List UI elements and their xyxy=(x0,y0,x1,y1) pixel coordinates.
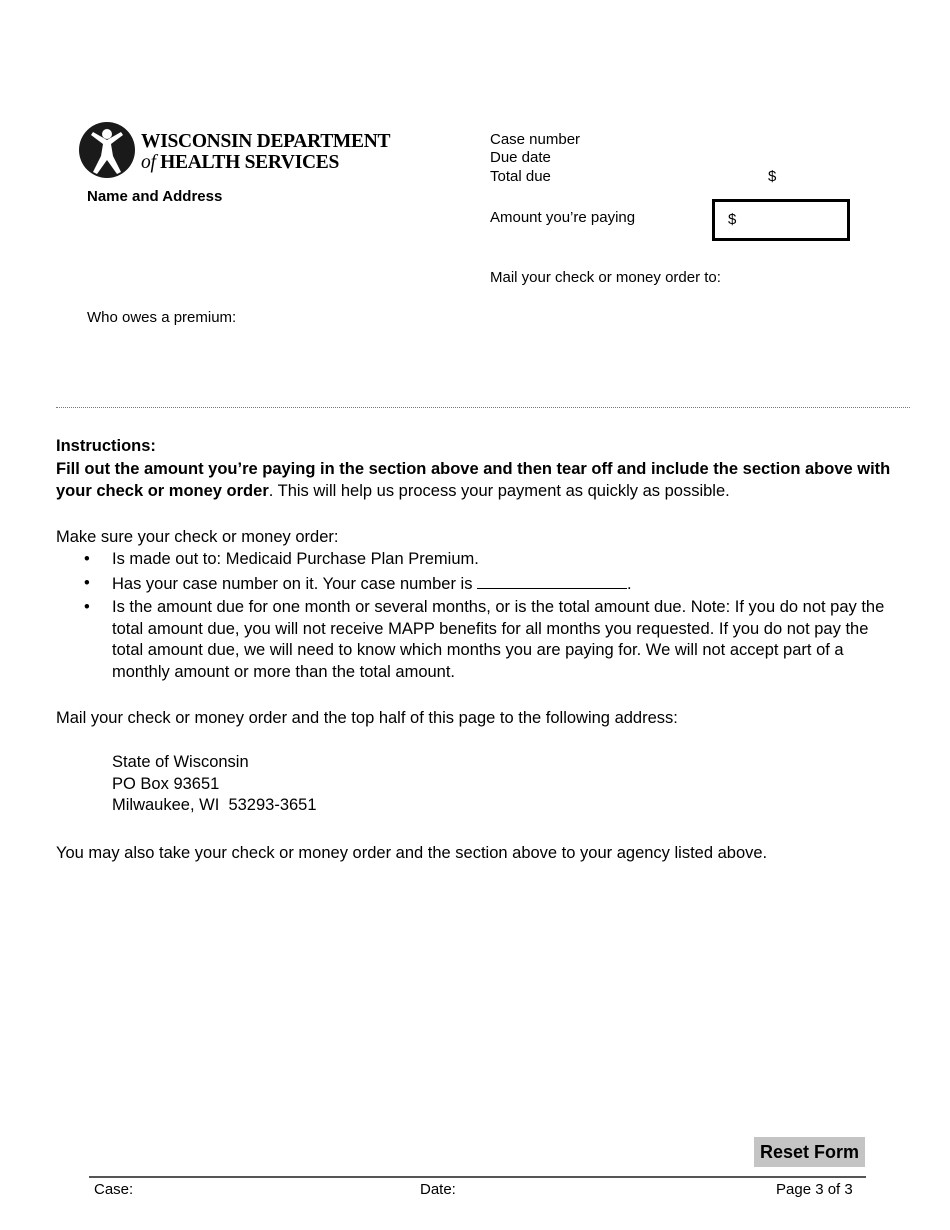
bullet-text-end: . xyxy=(627,574,632,593)
address-line: Milwaukee, WI 53293-3651 xyxy=(112,796,317,814)
amount-paying-field[interactable] xyxy=(712,199,850,241)
amount-paying-label: Amount you’re paying xyxy=(490,209,636,226)
mailing-address xyxy=(112,752,317,817)
name-and-address-label: Name and Address xyxy=(87,188,223,205)
address-line: PO Box 93651 xyxy=(112,774,220,793)
bullet-icon: • xyxy=(84,598,90,616)
requirements-list xyxy=(84,549,896,685)
instructions-paragraph xyxy=(56,458,896,502)
instructions-heading: Instructions: xyxy=(56,437,156,455)
footer-date-label: Date: xyxy=(420,1181,456,1198)
dhs-logo xyxy=(79,122,391,182)
tear-line xyxy=(56,407,910,408)
footer-case-label: Case: xyxy=(94,1181,134,1198)
address-line: State of Wisconsin xyxy=(112,753,249,771)
instructions-rest-text: . This will help us process your payment as quickly as possible. xyxy=(268,482,730,500)
list-item xyxy=(84,597,896,683)
due-date-label: Due date xyxy=(490,149,551,166)
make-sure-text: Make sure your check or money order: xyxy=(56,528,339,546)
list-item xyxy=(84,549,896,571)
dhs-emblem-icon xyxy=(79,122,135,178)
logo-text-line2 xyxy=(141,152,339,174)
logo-text-rest: HEALTH SERVICES xyxy=(160,152,340,173)
agency-note: You may also take your check or money order and the section above to your agency listed above. xyxy=(56,844,768,862)
who-owes-label: Who owes a premium: xyxy=(87,309,237,326)
amount-paying-currency: $ xyxy=(728,211,737,228)
bullet-text: Is the amount due for one month or several months, or is the total amount due. Note: If you do not pay the total amount due, you will not receive MAPP benefits for all months you requested. If you do not pay the total amount due, we will need to know which months you are paying for. We will not accept part of a monthly amount or more than the total amount. xyxy=(112,598,885,681)
bullet-icon: • xyxy=(84,550,90,568)
bullet-text: Is made out to: Medicaid Purchase Plan Premium. xyxy=(112,550,479,568)
case-number-label: Case number xyxy=(490,131,581,148)
bullet-icon: • xyxy=(84,573,90,592)
total-due-currency: $ xyxy=(768,168,777,185)
list-item xyxy=(84,573,896,596)
logo-text-line1: WISCONSIN DEPARTMENT xyxy=(141,131,391,152)
footer-page-number: Page 3 of 3 xyxy=(776,1181,853,1198)
mail-to-label: Mail your check or money order to: xyxy=(490,269,721,286)
logo-text-of: of xyxy=(141,152,156,173)
instructions-bold-text: Fill out the amount you’re paying in the section above and then tear off and include the section above with your check or money order xyxy=(56,460,891,500)
footer-divider xyxy=(89,1176,866,1178)
case-number-blank xyxy=(477,573,627,589)
mail-instruction-text: Mail your check or money order and the top half of this page to the following address: xyxy=(56,709,678,727)
reset-form-button[interactable]: Reset Form xyxy=(754,1137,865,1167)
total-due-label: Total due xyxy=(490,168,551,185)
bullet-text: Has your case number on it. Your case number is xyxy=(112,574,473,593)
